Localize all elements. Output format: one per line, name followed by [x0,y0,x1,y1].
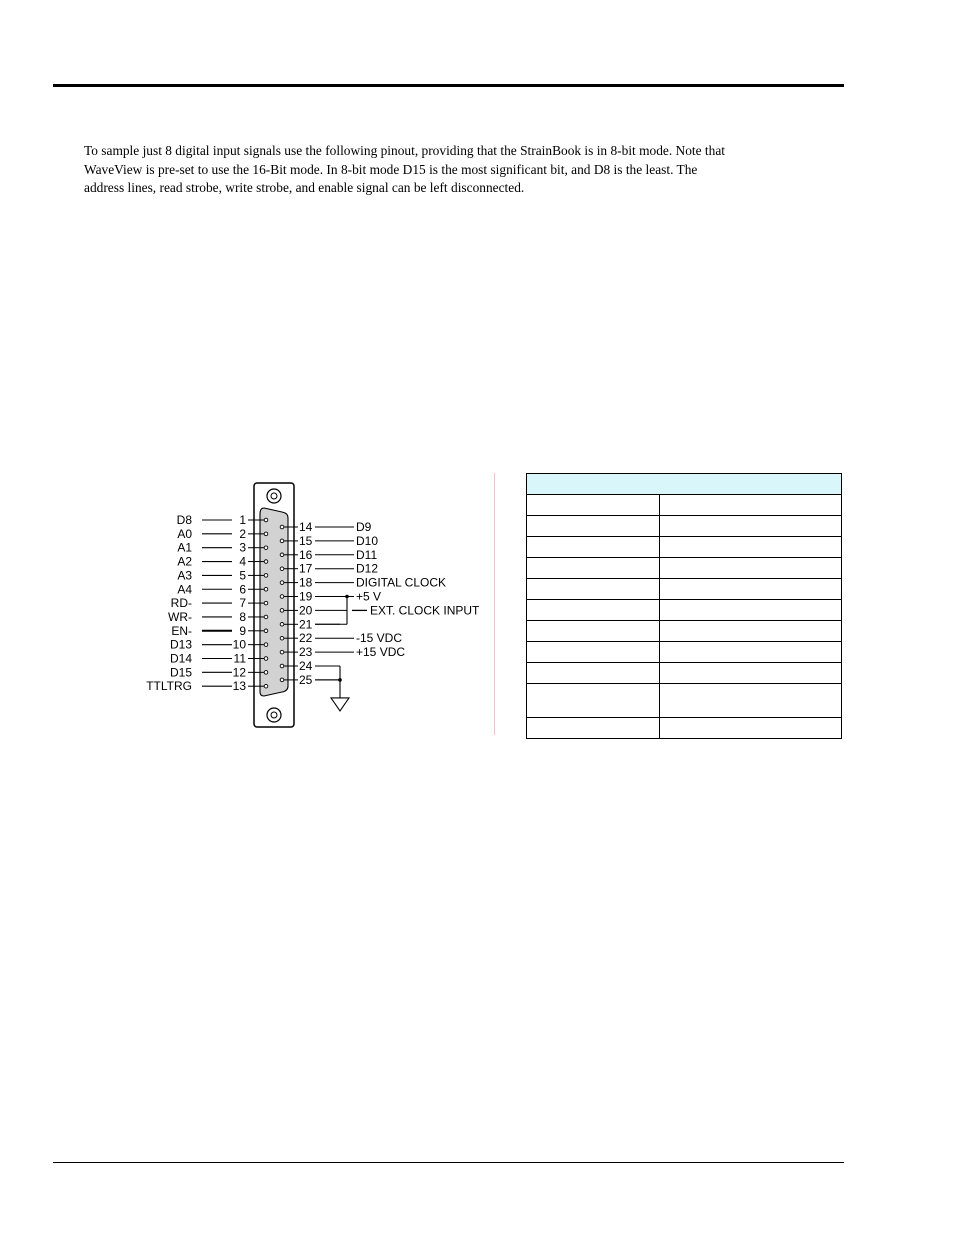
right-pin-number: 22 [299,631,313,646]
left-pin-number: 7 [239,596,246,611]
left-signal-label: TTLTRG [146,679,192,694]
left-pin-contact [264,546,268,550]
table-cell [660,495,842,516]
left-signal-label: A4 [177,582,192,597]
left-pin-number: 6 [239,582,246,597]
table-cell [660,621,842,642]
table-cell [527,600,660,621]
right-pin-contact [280,539,284,543]
left-pin-contact [264,560,268,564]
left-signal-label: A1 [177,540,192,555]
table-cell [660,579,842,600]
left-signal-label: D8 [176,513,192,527]
table-header-cell [527,474,842,495]
left-signal-label: D15 [169,665,192,680]
right-pin-contact [280,609,284,613]
left-pin-number: 11 [233,651,246,666]
table-cell [527,516,660,537]
left-pin-number: 1 [239,513,246,527]
left-signal-label: RD- [170,596,192,611]
right-signal-label: D11 [356,547,378,562]
right-signal-label: +15 VDC [356,645,406,660]
left-pin-number: 12 [232,665,246,680]
left-pin-contact [264,587,268,591]
left-pin-number: 4 [239,554,246,569]
db25-connector-diagram [140,470,500,740]
left-signal-label: A3 [177,568,192,583]
right-pin-contact [280,678,284,682]
table-cell [527,663,660,684]
right-pin-contact [280,567,284,571]
left-pin-number: 3 [239,540,246,555]
left-signal-label: WR- [168,609,192,624]
left-pin-contact [264,518,268,522]
left-pin-contact [264,601,268,605]
table-cell [660,684,842,718]
left-pin-number: 8 [239,609,246,624]
ground-icon [331,698,349,711]
right-pin-contact [280,525,284,529]
right-signal-label: DIGITAL CLOCK [356,575,447,590]
table-row [527,516,842,537]
left-signal-label: D14 [169,651,192,666]
table-cell [660,537,842,558]
right-pin-number: 24 [299,659,313,673]
table-header-row [527,474,842,495]
table-cell [527,684,660,718]
left-signal-label: A2 [177,554,192,569]
table-cell [660,600,842,621]
paragraph-line: address lines, read strobe, write strobe, and enable signal can be left disconnected. [84,180,525,195]
right-signal-label: D12 [356,561,379,576]
table-cell [660,642,842,663]
left-pin-contact [264,574,268,578]
right-pin-number: 25 [299,672,313,687]
left-pin-contact [264,657,268,661]
column-divider [494,473,495,735]
right-pin-number: 20 [299,603,313,618]
table-row [527,684,842,718]
table-row [527,537,842,558]
junction-dot [345,595,349,599]
left-pin-contact [264,684,268,688]
mounting-hole-top-inner [271,493,277,499]
left-pin-number: 10 [232,637,246,652]
left-pin-number: 13 [232,679,246,694]
left-pin-contact [264,671,268,675]
table-row [527,600,842,621]
right-pin-number: 23 [299,645,313,660]
table-cell [527,579,660,600]
right-signal-label: D10 [356,533,379,548]
header-rule [53,84,844,87]
left-signal-label: D13 [169,637,192,652]
table-cell [660,663,842,684]
table-cell [527,718,660,739]
table-cell [527,558,660,579]
right-pin-contact [280,581,284,585]
intro-paragraph [84,142,844,198]
right-pin-contact [280,650,284,654]
table-cell [660,718,842,739]
mounting-hole-bottom-inner [271,712,277,718]
right-pin-number: 19 [299,589,313,604]
table-cell [660,516,842,537]
paragraph-line: WaveView is pre-set to use the 16-Bit mode. In 8-bit mode D15 is the most significant bit, and D8 is the least. The [84,161,698,177]
left-pin-contact [264,532,268,536]
left-pin-number: 5 [239,568,246,583]
right-pin-number: 14 [299,520,313,534]
right-pin-contact [280,664,284,668]
left-signal-label: A0 [177,526,192,541]
left-pin-number: 2 [239,526,246,541]
table-cell [527,537,660,558]
table-cell [527,642,660,663]
table-row [527,495,842,516]
right-signal-label: +5 V [356,589,382,604]
left-pin-contact [264,643,268,647]
table-row [527,642,842,663]
right-pin-contact [280,623,284,627]
right-signal-label: EXT. CLOCK INPUT [370,603,480,618]
ground-junction-dot [338,678,342,682]
left-signal-label: EN- [171,623,192,638]
table-row [527,663,842,684]
paragraph-line: To sample just 8 digital input signals use the following pinout, providing that the StrainBook is in 8-bit mode. Note that [84,143,726,158]
table-row [527,579,842,600]
right-pin-contact [280,595,284,599]
table-row [527,621,842,642]
table-cell [660,558,842,579]
table-cell [527,621,660,642]
right-pin-number: 16 [299,547,313,562]
pinout-table [526,473,842,739]
table-cell [527,495,660,516]
right-pin-number: 15 [299,533,313,548]
right-pin-contact [280,553,284,557]
right-pin-number: 17 [299,561,313,576]
right-pin-number: 21 [299,617,313,632]
connector-svg [140,470,500,740]
right-signal-label: -15 VDC [356,631,403,646]
right-pin-contact [280,636,284,640]
right-signal-label: D9 [356,520,372,534]
footer-rule [53,1162,844,1163]
left-pin-contact [264,615,268,619]
right-pin-number: 18 [299,575,313,590]
table-row [527,558,842,579]
table-row [527,718,842,739]
left-pin-contact [264,629,268,633]
left-pin-number: 9 [239,623,246,638]
